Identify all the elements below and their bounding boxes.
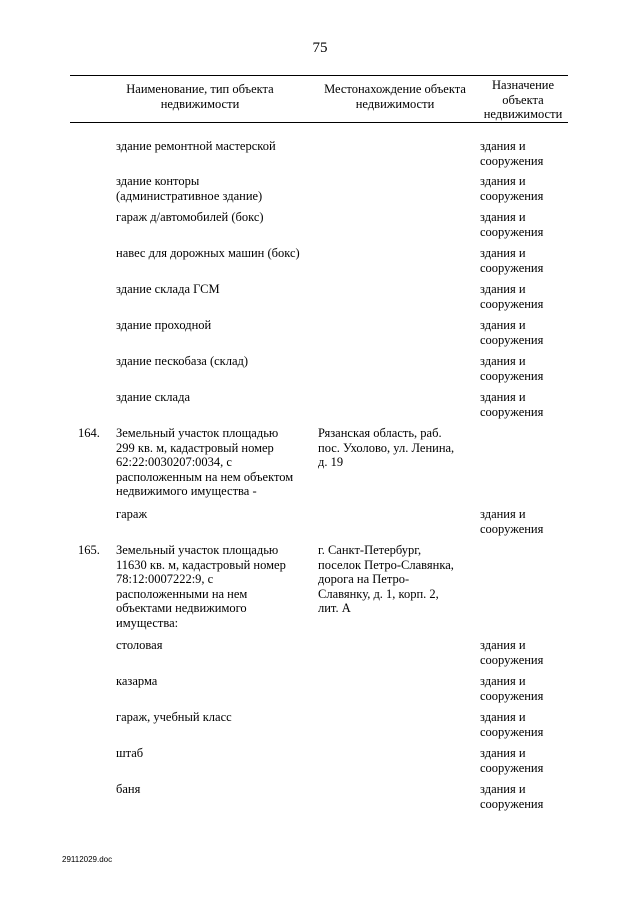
row-name: столовая	[116, 638, 163, 652]
row-name: Земельный участок площадью 11630 кв. м, кадастровый номер 78:12:0007222:9, с расположенными на нем объектами недвижимого имущества:	[116, 543, 286, 630]
row-purpose: здания и сооружения	[480, 246, 544, 275]
row-name: здание пескобаза (склад)	[116, 354, 249, 368]
table-top-rule	[70, 75, 568, 76]
row-name: здание проходной	[116, 318, 212, 332]
row-name: здание конторы (административное здание)	[116, 174, 263, 203]
row-name: гараж д/автомобилей (бокс)	[116, 210, 264, 224]
row-purpose: здания и сооружения	[480, 390, 544, 419]
row-purpose: здания и сооружения	[480, 174, 544, 203]
row-name: штаб	[116, 746, 144, 760]
row-name: навес для дорожных машин (бокс)	[116, 246, 300, 260]
document-filename: 29112029.doc	[62, 855, 113, 864]
row-purpose: здания и сооружения	[480, 782, 544, 811]
row-purpose: здания и сооружения	[480, 210, 544, 239]
row-name: здание ремонтной мастерской	[116, 139, 276, 153]
header-location-column: Местонахождение объекта недвижимости	[324, 82, 466, 111]
row-purpose: здания и сооружения	[480, 354, 544, 383]
row-purpose: здания и сооружения	[480, 139, 544, 168]
row-purpose: здания и сооружения	[480, 282, 544, 311]
row-name: гараж, учебный класс	[116, 710, 232, 724]
row-location: г. Санкт-Петербург, поселок Петро-Славянка, дорога на Петро- Славянку, д. 1, корп. 2, лит. А	[318, 543, 454, 615]
row-name: Земельный участок площадью 299 кв. м, кадастровый номер 62:22:0030207:0034, с расположенным на нем объектом недвижимого имущества -	[116, 426, 294, 498]
row-purpose: здания и сооружения	[480, 318, 544, 347]
row-purpose: здания и сооружения	[480, 638, 544, 667]
row-name: здание склада ГСМ	[116, 282, 220, 296]
row-purpose: здания и сооружения	[480, 674, 544, 703]
page-number: 75	[312, 40, 328, 56]
row-purpose: здания и сооружения	[480, 507, 544, 536]
row-number: 165.	[78, 543, 100, 557]
row-name: казарма	[116, 674, 158, 688]
row-name: баня	[116, 782, 141, 796]
header-purpose-column: Назначение объекта недвижимости	[483, 78, 563, 121]
row-purpose: здания и сооружения	[480, 710, 544, 739]
row-number: 164.	[78, 426, 100, 440]
table-header-rule	[70, 122, 568, 123]
row-name: гараж	[116, 507, 148, 521]
row-location: Рязанская область, раб. пос. Ухолово, ул. Ленина, д. 19	[318, 426, 455, 469]
row-name: здание склада	[116, 390, 190, 404]
row-purpose: здания и сооружения	[480, 746, 544, 775]
header-name-column: Наименование, тип объекта недвижимости	[126, 82, 274, 111]
